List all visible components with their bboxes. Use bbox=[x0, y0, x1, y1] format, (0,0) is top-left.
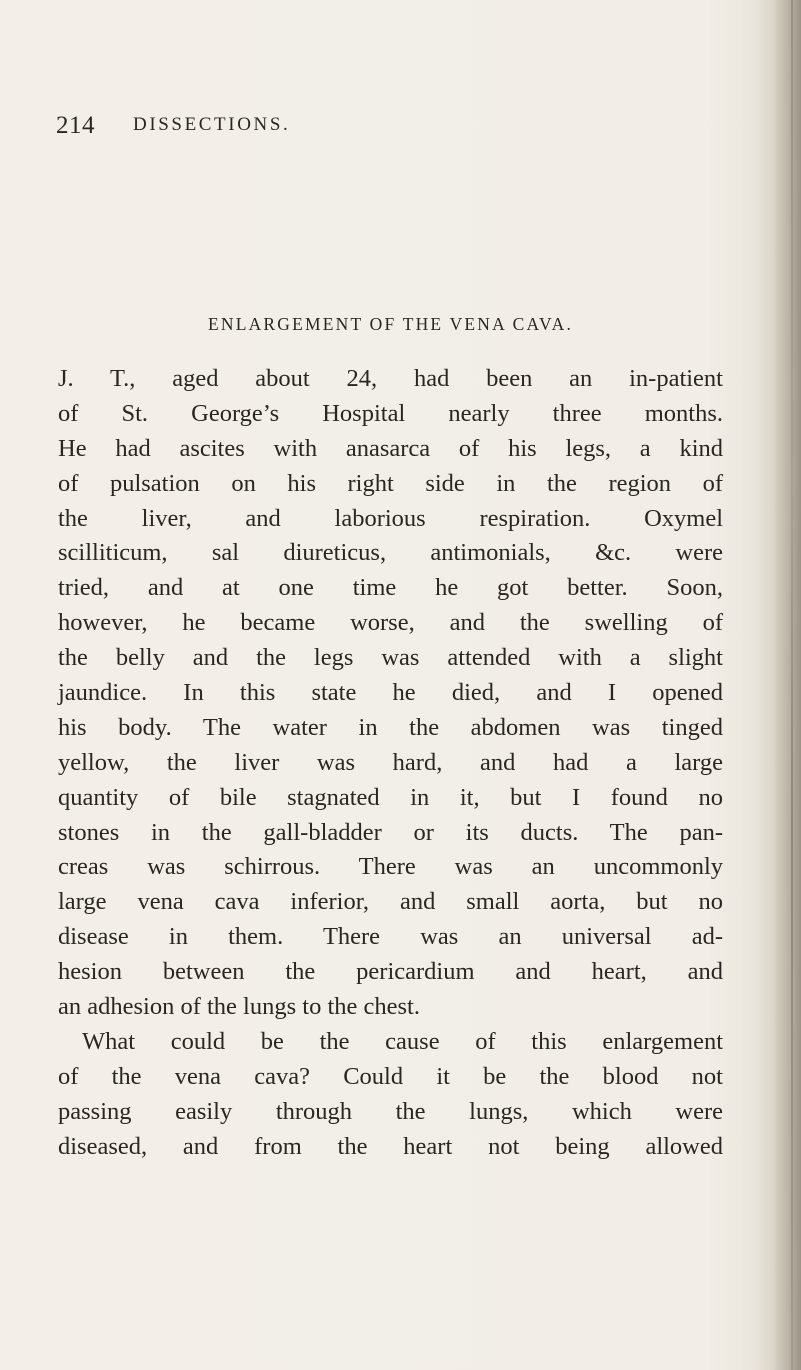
text-line: quantity of bile stagnated in it, but I found no bbox=[58, 783, 723, 811]
text-line: an adhesion of the lungs to the chest. bbox=[58, 993, 420, 1021]
body-text bbox=[58, 362, 723, 1164]
text-line: What could be the cause of this enlargement bbox=[82, 1027, 723, 1055]
section-heading: ENLARGEMENT OF THE VENA CAVA. bbox=[207, 314, 574, 334]
text-line: however, he became worse, and the swelling of bbox=[58, 609, 723, 637]
text-line: passing easily through the lungs, which were bbox=[58, 1097, 723, 1125]
text-line: stones in the gall-bladder or its ducts. The pan- bbox=[58, 818, 723, 846]
text-line: disease in them. There was an universal ad- bbox=[58, 923, 723, 951]
text-line: creas was schirrous. There was an uncommonly bbox=[58, 853, 723, 881]
text-line: of St. George’s Hospital nearly three months. bbox=[58, 399, 723, 427]
text-line: He had ascites with anasarca of his legs, a kind bbox=[58, 434, 723, 462]
text-line: diseased, and from the heart not being allowed bbox=[58, 1132, 723, 1160]
text-line: jaundice. In this state he died, and I opened bbox=[58, 679, 723, 707]
page-number: 214 bbox=[56, 112, 95, 139]
text-line: his body. The water in the abdomen was tinged bbox=[58, 713, 723, 741]
page-gutter-shadow bbox=[773, 0, 801, 1370]
text-line: large vena cava inferior, and small aorta, but no bbox=[58, 888, 723, 916]
text-line: of pulsation on his right side in the region of bbox=[58, 469, 723, 497]
text-line: scilliticum, sal diureticus, antimonials, &c. were bbox=[58, 539, 723, 567]
text-line: of the vena cava? Could it be the blood not bbox=[58, 1062, 723, 1090]
text-line: the belly and the legs was attended with a slight bbox=[58, 644, 723, 672]
running-head bbox=[0, 112, 801, 148]
text-line: J. T., aged about 24, had been an in-patient bbox=[58, 365, 723, 392]
text-line: the liver, and laborious respiration. Oxymel bbox=[58, 504, 723, 532]
page-edge-line bbox=[791, 0, 793, 1370]
text-line: hesion between the pericardium and heart, and bbox=[58, 958, 723, 986]
text-line: yellow, the liver was hard, and had a large bbox=[58, 748, 723, 776]
running-title: DISSECTIONS. bbox=[133, 114, 291, 135]
text-line: tried, and at one time he got better. Soon, bbox=[58, 574, 723, 602]
